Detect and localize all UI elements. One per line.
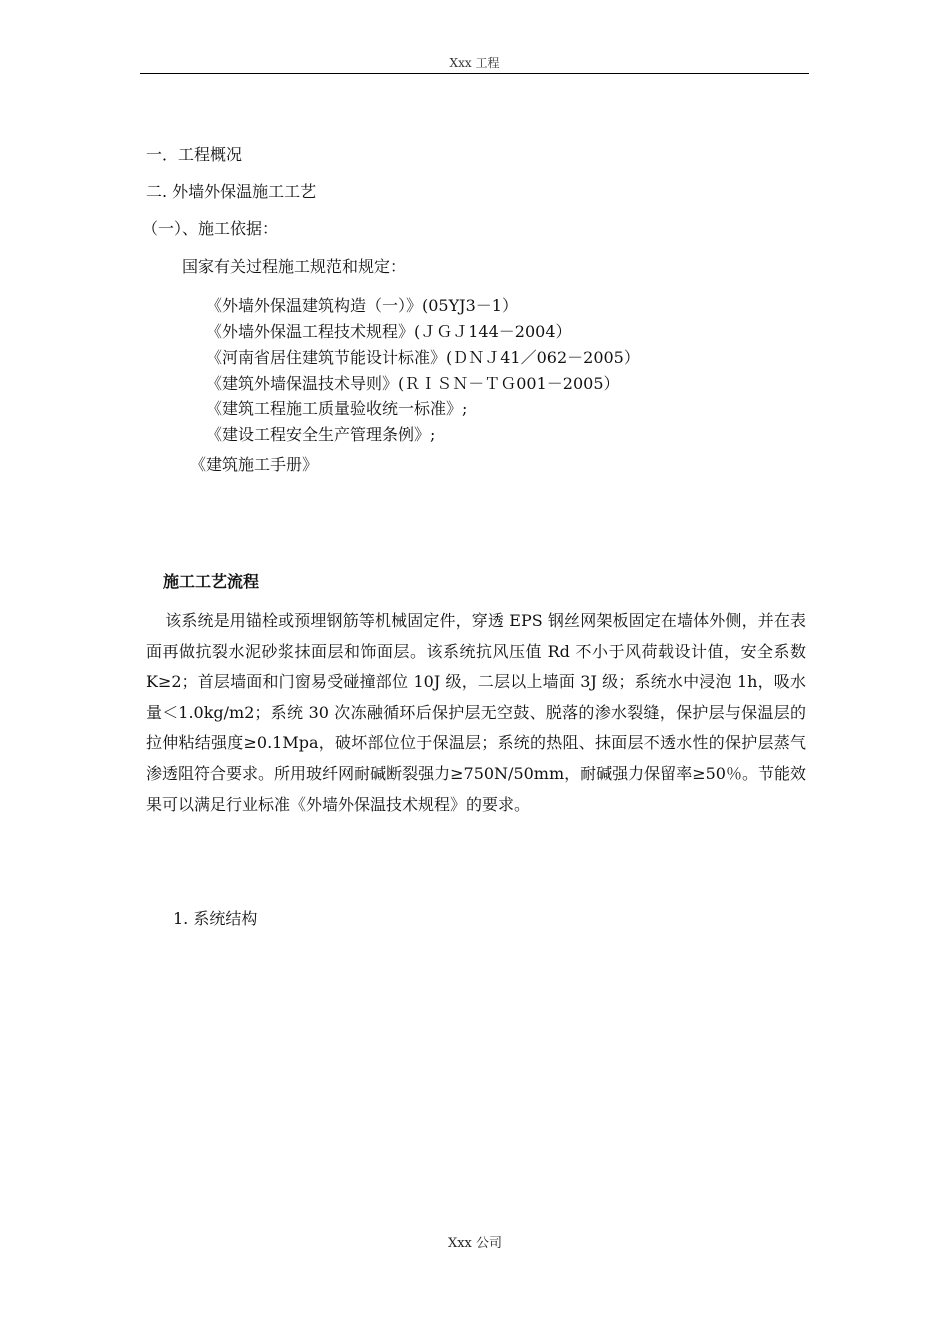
process-heading: 施工工艺流程 [163, 572, 260, 591]
basis-intro: 国家有关过程施工规范和规定： [182, 257, 407, 276]
reference-item: 《建设工程安全生产管理条例》; [206, 425, 436, 444]
section-heading-overview: 一．工程概况 [146, 145, 243, 164]
reference-item: 《外墙外保温建筑构造（一）》(05YJ3－1） [206, 296, 518, 315]
reference-item: 《外墙外保温工程技术规程》(ＪＧＪ144－2004） [206, 322, 572, 341]
reference-item: 《建筑工程施工质量验收统一标准》; [206, 399, 468, 418]
system-structure-heading: 1. 系统结构 [173, 909, 258, 928]
page-header: Xxx 工程 [140, 56, 809, 74]
reference-item: 《建筑外墙保温技术导则》(ＲＩＳＮ－ＴＧ001－2005） [206, 374, 620, 393]
basis-heading: （一）、施工依据： [142, 219, 279, 238]
page-footer: Xxx 公司 [447, 1236, 503, 1251]
section-heading-insulation-process: 二. 外墙外保温施工工艺 [146, 182, 317, 201]
reference-item: 《建筑施工手册》 [190, 455, 319, 474]
reference-item: 《河南省居住建筑节能设计标准》(ＤＮＪ41／062－2005） [206, 348, 640, 367]
process-description: 该系统是用锚栓或预埋钢筋等机械固定件，穿透 EPS 钢丝网架板固定在墙体外侧，并在表面再做抗裂水泥砂浆抹面层和饰面层。该系统抗风压值 Rd 不小于风荷载设计值，安全系数 K≥2；首层墙面和门窗易受碰撞部位 10J 级，二层以上墙面 3J 级；系统水中浸泡 1h，吸水量＜1.0kg/m2；系统 30 次冻融循环后保护层无空鼓、脱落的渗水裂缝，保护层与保温层的拉伸粘结强度≥0.1Mpa，破坏部位位于保温层；系统的热阻、抹面层不透水性的保护层蒸气渗透阻符合要求。所用玻纤网耐碱断裂强力≥750N/50mm，耐碱强力保留率≥50％。节能效果可以满足行业标准《外墙外保温技术规程》的要求。 [146, 611, 806, 814]
